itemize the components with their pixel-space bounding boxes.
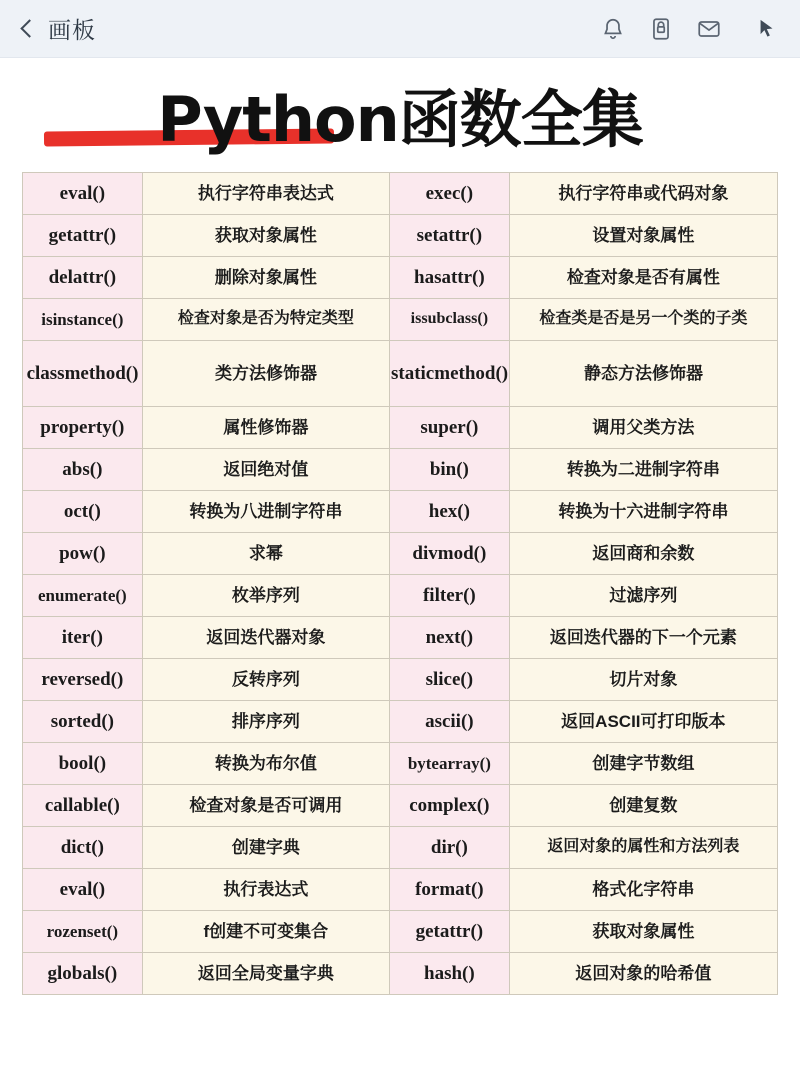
function-desc: 枚举序列 (143, 575, 390, 616)
function-name: bool() (23, 743, 143, 784)
function-desc: 检查类是否是另一个类的子类 (510, 299, 777, 340)
mail-icon[interactable] (696, 16, 722, 42)
table-row (23, 953, 777, 995)
cursor-icon[interactable] (756, 17, 778, 41)
function-name: callable() (23, 785, 143, 826)
function-desc: 返回商和余数 (510, 533, 777, 574)
function-name: hex() (390, 491, 510, 532)
table-row (23, 911, 777, 953)
function-table (22, 172, 778, 995)
function-desc: 返回迭代器的下一个元素 (510, 617, 777, 658)
function-desc: 切片对象 (510, 659, 777, 700)
function-desc: 转换为二进制字符串 (510, 449, 777, 490)
function-name: hash() (390, 953, 510, 994)
function-name: classmethod() (23, 341, 143, 406)
function-name: reversed() (23, 659, 143, 700)
function-desc: 删除对象属性 (143, 257, 390, 298)
top-bar (0, 0, 800, 58)
function-name: property() (23, 407, 143, 448)
function-name: dict() (23, 827, 143, 868)
function-desc: 转换为十六进制字符串 (510, 491, 777, 532)
function-desc: 反转序列 (143, 659, 390, 700)
top-icon-group (600, 16, 778, 42)
function-name: eval() (23, 869, 143, 910)
function-name: slice() (390, 659, 510, 700)
function-name: sorted() (23, 701, 143, 742)
function-desc: 执行字符串或代码对象 (510, 173, 777, 214)
function-name: bytearray() (390, 743, 510, 784)
function-name: format() (390, 869, 510, 910)
function-name: enumerate() (23, 575, 143, 616)
function-desc: 获取对象属性 (510, 911, 777, 952)
function-desc: 类方法修饰器 (143, 341, 390, 406)
function-name: next() (390, 617, 510, 658)
function-desc: 格式化字符串 (510, 869, 777, 910)
table-row (23, 785, 777, 827)
function-name: divmod() (390, 533, 510, 574)
table-row (23, 701, 777, 743)
chevron-left-icon[interactable] (18, 19, 38, 39)
function-desc: 属性修饰器 (143, 407, 390, 448)
function-desc: 返回迭代器对象 (143, 617, 390, 658)
table-row (23, 575, 777, 617)
table-row (23, 257, 777, 299)
function-name: delattr() (23, 257, 143, 298)
function-name: filter() (390, 575, 510, 616)
function-desc: 执行字符串表达式 (143, 173, 390, 214)
lock-icon[interactable] (648, 16, 674, 42)
function-desc: 求幂 (143, 533, 390, 574)
function-name: setattr() (390, 215, 510, 256)
function-name: iter() (23, 617, 143, 658)
table-row (23, 743, 777, 785)
function-name: staticmethod() (390, 341, 510, 406)
function-desc: 检查对象是否为特定类型 (143, 299, 390, 340)
function-desc: 检查对象是否可调用 (143, 785, 390, 826)
function-desc: 转换为布尔值 (143, 743, 390, 784)
function-desc: 获取对象属性 (143, 215, 390, 256)
back-button[interactable] (18, 12, 96, 45)
function-desc: 创建复数 (510, 785, 777, 826)
function-name: dir() (390, 827, 510, 868)
function-desc: 调用父类方法 (510, 407, 777, 448)
function-name: super() (390, 407, 510, 448)
function-desc: 返回对象的哈希值 (510, 953, 777, 994)
function-desc: 转换为八进制字符串 (143, 491, 390, 532)
function-name: eval() (23, 173, 143, 214)
function-desc: 静态方法修饰器 (510, 341, 777, 406)
function-name: hasattr() (390, 257, 510, 298)
function-name: bin() (390, 449, 510, 490)
bell-icon[interactable] (600, 16, 626, 42)
function-desc: f创建不可变集合 (143, 911, 390, 952)
function-name: pow() (23, 533, 143, 574)
table-row (23, 407, 777, 449)
table-row (23, 659, 777, 701)
table-row (23, 869, 777, 911)
function-name: rozenset() (23, 911, 143, 952)
page-title (0, 76, 800, 164)
page-title-text: Python函数全集 (157, 83, 643, 156)
function-name: getattr() (23, 215, 143, 256)
function-name: exec() (390, 173, 510, 214)
table-row (23, 215, 777, 257)
function-desc: 排序序列 (143, 701, 390, 742)
table-row (23, 827, 777, 869)
table-row (23, 173, 777, 215)
function-desc: 过滤序列 (510, 575, 777, 616)
function-name: complex() (390, 785, 510, 826)
function-name: abs() (23, 449, 143, 490)
table-row (23, 341, 777, 407)
table-row (23, 299, 777, 341)
function-desc: 返回全局变量字典 (143, 953, 390, 994)
board-title: 画板 (48, 17, 96, 43)
function-desc: 创建字典 (143, 827, 390, 868)
table-row (23, 533, 777, 575)
function-desc: 执行表达式 (143, 869, 390, 910)
function-desc: 创建字节数组 (510, 743, 777, 784)
function-name: isinstance() (23, 299, 143, 340)
table-row (23, 449, 777, 491)
function-name: oct() (23, 491, 143, 532)
function-desc: 设置对象属性 (510, 215, 777, 256)
function-desc: 检查对象是否有属性 (510, 257, 777, 298)
function-desc: 返回ASCII可打印版本 (510, 701, 777, 742)
function-name: globals() (23, 953, 143, 994)
function-desc: 返回对象的属性和方法列表 (510, 827, 777, 868)
function-desc: 返回绝对值 (143, 449, 390, 490)
function-name: issubclass() (390, 299, 510, 340)
table-row (23, 491, 777, 533)
function-name: ascii() (390, 701, 510, 742)
table-row (23, 617, 777, 659)
function-name: getattr() (390, 911, 510, 952)
